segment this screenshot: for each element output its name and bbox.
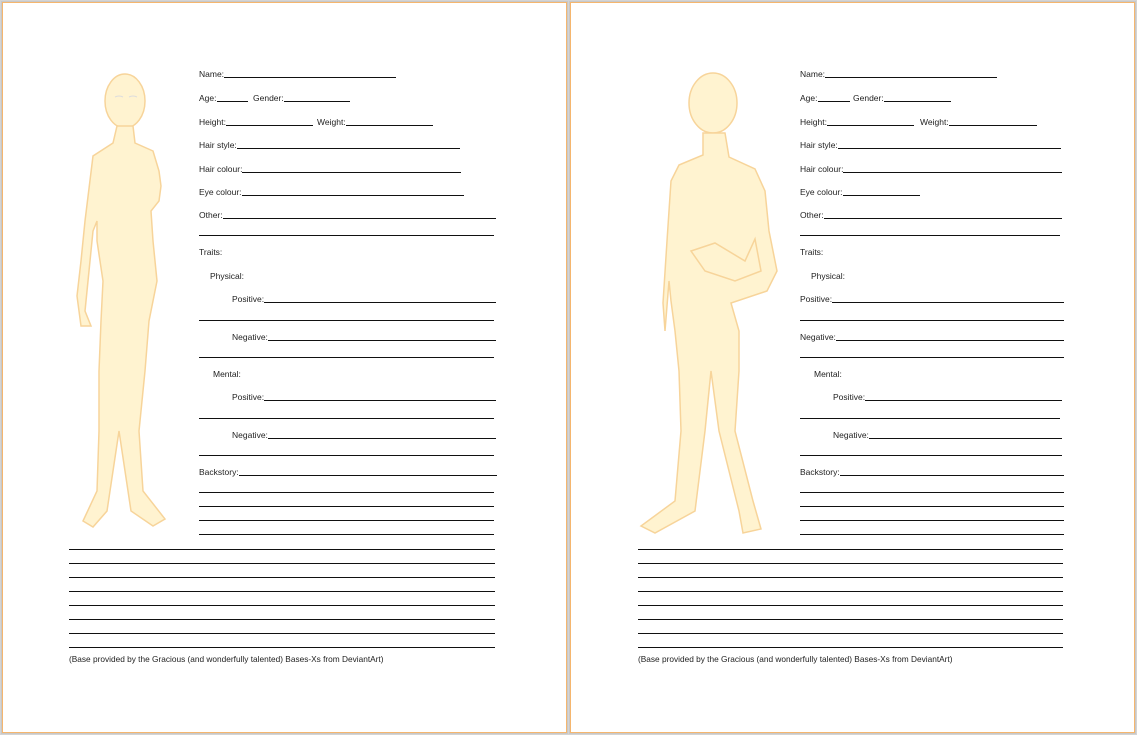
writing-line[interactable] <box>199 506 494 507</box>
writing-line[interactable] <box>800 320 1064 321</box>
field-label: Eye colour: <box>800 187 843 197</box>
writing-line[interactable] <box>800 492 1064 493</box>
field-mental <box>814 368 842 379</box>
field-hair-style[interactable] <box>199 139 460 150</box>
writing-line[interactable] <box>199 520 494 521</box>
field-other[interactable] <box>199 209 496 220</box>
blank-line[interactable] <box>869 438 1062 439</box>
field-name[interactable] <box>800 68 997 79</box>
page-left <box>2 2 567 733</box>
field-label: Other: <box>800 210 824 220</box>
writing-line[interactable] <box>199 455 494 456</box>
field-positive2[interactable] <box>232 391 496 402</box>
field-label: Negative: <box>232 430 268 440</box>
field-label: Negative: <box>833 430 869 440</box>
field-label: Physical: <box>210 271 245 281</box>
writing-line[interactable] <box>638 563 1063 564</box>
credit-footer: (Base provided by the Gracious (and wonderfully talented) Bases-Xs from DeviantArt) <box>69 654 384 664</box>
writing-line[interactable] <box>638 591 1063 592</box>
writing-line[interactable] <box>638 619 1063 620</box>
blank-line[interactable] <box>827 125 914 126</box>
field-label: Hair style: <box>800 140 838 150</box>
field-height[interactable] <box>199 116 313 127</box>
blank-line[interactable] <box>268 438 496 439</box>
writing-line[interactable] <box>69 577 495 578</box>
writing-line[interactable] <box>800 506 1064 507</box>
writing-line[interactable] <box>800 455 1062 456</box>
writing-line[interactable] <box>199 357 494 358</box>
field-label: Hair style: <box>199 140 237 150</box>
blank-line[interactable] <box>832 302 1064 303</box>
field-label: Traits: <box>199 247 223 257</box>
field-label: Physical: <box>811 271 846 281</box>
blank-line[interactable] <box>224 77 396 78</box>
blank-line[interactable] <box>268 340 496 341</box>
blank-line[interactable] <box>217 101 248 102</box>
field-name[interactable] <box>199 68 396 79</box>
blank-line[interactable] <box>825 77 997 78</box>
field-label: Weight: <box>920 117 949 127</box>
field-other[interactable] <box>800 209 1062 220</box>
page-right <box>570 2 1135 733</box>
field-age[interactable] <box>199 92 248 103</box>
writing-line[interactable] <box>69 619 495 620</box>
field-label: Positive: <box>232 392 265 402</box>
writing-line[interactable] <box>800 418 1060 419</box>
field-label: Mental: <box>814 369 842 379</box>
field-mental <box>213 368 241 379</box>
writing-line[interactable] <box>638 577 1063 578</box>
blank-line[interactable] <box>818 101 850 102</box>
writing-line[interactable] <box>638 647 1063 648</box>
field-label: Traits: <box>800 247 824 257</box>
field-weight[interactable] <box>317 116 433 127</box>
blank-line[interactable] <box>346 125 433 126</box>
field-negative1[interactable] <box>800 331 1064 342</box>
field-backstory[interactable] <box>800 466 1064 477</box>
field-physical <box>210 270 244 281</box>
writing-line[interactable] <box>199 534 494 535</box>
writing-line[interactable] <box>69 605 495 606</box>
writing-line[interactable] <box>199 320 494 321</box>
field-positive1[interactable] <box>800 293 1064 304</box>
blank-line[interactable] <box>223 218 496 219</box>
field-label: Height: <box>199 117 226 127</box>
field-label: Mental: <box>213 369 241 379</box>
female-base-figure <box>73 71 183 536</box>
writing-line[interactable] <box>800 520 1064 521</box>
writing-line[interactable] <box>199 418 494 419</box>
writing-line[interactable] <box>69 647 495 648</box>
field-gender[interactable] <box>253 92 350 103</box>
writing-line[interactable] <box>199 235 494 236</box>
blank-line[interactable] <box>949 125 1037 126</box>
field-label: Eye colour: <box>199 187 242 197</box>
field-label: Negative: <box>232 332 268 342</box>
blank-line[interactable] <box>838 148 1061 149</box>
field-label: Positive: <box>232 294 265 304</box>
blank-line[interactable] <box>264 400 496 401</box>
field-hair-colour[interactable] <box>800 163 1062 174</box>
blank-line[interactable] <box>264 302 496 303</box>
field-label: Gender: <box>853 93 884 103</box>
writing-line[interactable] <box>800 534 1064 535</box>
blank-line[interactable] <box>884 101 951 102</box>
blank-line[interactable] <box>284 101 350 102</box>
field-label: Gender: <box>253 93 284 103</box>
writing-line[interactable] <box>638 633 1063 634</box>
field-negative2[interactable] <box>833 429 1062 440</box>
field-height[interactable] <box>800 116 914 127</box>
field-age[interactable] <box>800 92 850 103</box>
field-eye-colour[interactable] <box>199 186 464 197</box>
field-label: Name: <box>800 69 826 79</box>
blank-line[interactable] <box>226 125 313 126</box>
writing-line[interactable] <box>69 633 495 634</box>
field-label: Other: <box>199 210 223 220</box>
field-hair-style[interactable] <box>800 139 1061 150</box>
blank-line[interactable] <box>824 218 1062 219</box>
blank-line[interactable] <box>237 148 460 149</box>
blank-line[interactable] <box>242 172 461 173</box>
blank-line[interactable] <box>242 195 464 196</box>
blank-line[interactable] <box>843 172 1062 173</box>
field-label: Weight: <box>317 117 346 127</box>
field-label: Height: <box>800 117 827 127</box>
field-traits <box>199 246 222 257</box>
field-label: Hair colour: <box>199 164 243 174</box>
blank-line[interactable] <box>865 400 1062 401</box>
field-eye-colour[interactable] <box>800 186 920 197</box>
blank-line[interactable] <box>239 475 497 476</box>
field-label: Positive: <box>833 392 866 402</box>
blank-line[interactable] <box>840 475 1064 476</box>
field-label: Hair colour: <box>800 164 844 174</box>
writing-line[interactable] <box>638 549 1063 550</box>
writing-line[interactable] <box>69 591 495 592</box>
writing-line[interactable] <box>638 605 1063 606</box>
field-hair-colour[interactable] <box>199 163 461 174</box>
field-gender[interactable] <box>853 92 951 103</box>
male-base-figure <box>635 71 785 539</box>
writing-line[interactable] <box>69 549 495 550</box>
writing-line[interactable] <box>199 492 494 493</box>
field-label: Name: <box>199 69 225 79</box>
blank-line[interactable] <box>836 340 1064 341</box>
writing-line[interactable] <box>800 235 1060 236</box>
field-positive1[interactable] <box>232 293 496 304</box>
field-label: Age: <box>800 93 818 103</box>
field-negative1[interactable] <box>232 331 496 342</box>
field-label: Negative: <box>800 332 836 342</box>
blank-line[interactable] <box>843 195 920 196</box>
writing-line[interactable] <box>800 357 1064 358</box>
field-positive2[interactable] <box>833 391 1062 402</box>
field-label: Age: <box>199 93 217 103</box>
field-backstory[interactable] <box>199 466 497 477</box>
field-label: Backstory: <box>199 467 239 477</box>
field-negative2[interactable] <box>232 429 496 440</box>
credit-footer: (Base provided by the Gracious (and wonderfully talented) Bases-Xs from DeviantArt) <box>638 654 953 664</box>
field-label: Positive: <box>800 294 833 304</box>
field-traits <box>800 246 823 257</box>
field-physical <box>811 270 845 281</box>
writing-line[interactable] <box>69 563 495 564</box>
field-label: Backstory: <box>800 467 840 477</box>
field-weight[interactable] <box>920 116 1037 127</box>
